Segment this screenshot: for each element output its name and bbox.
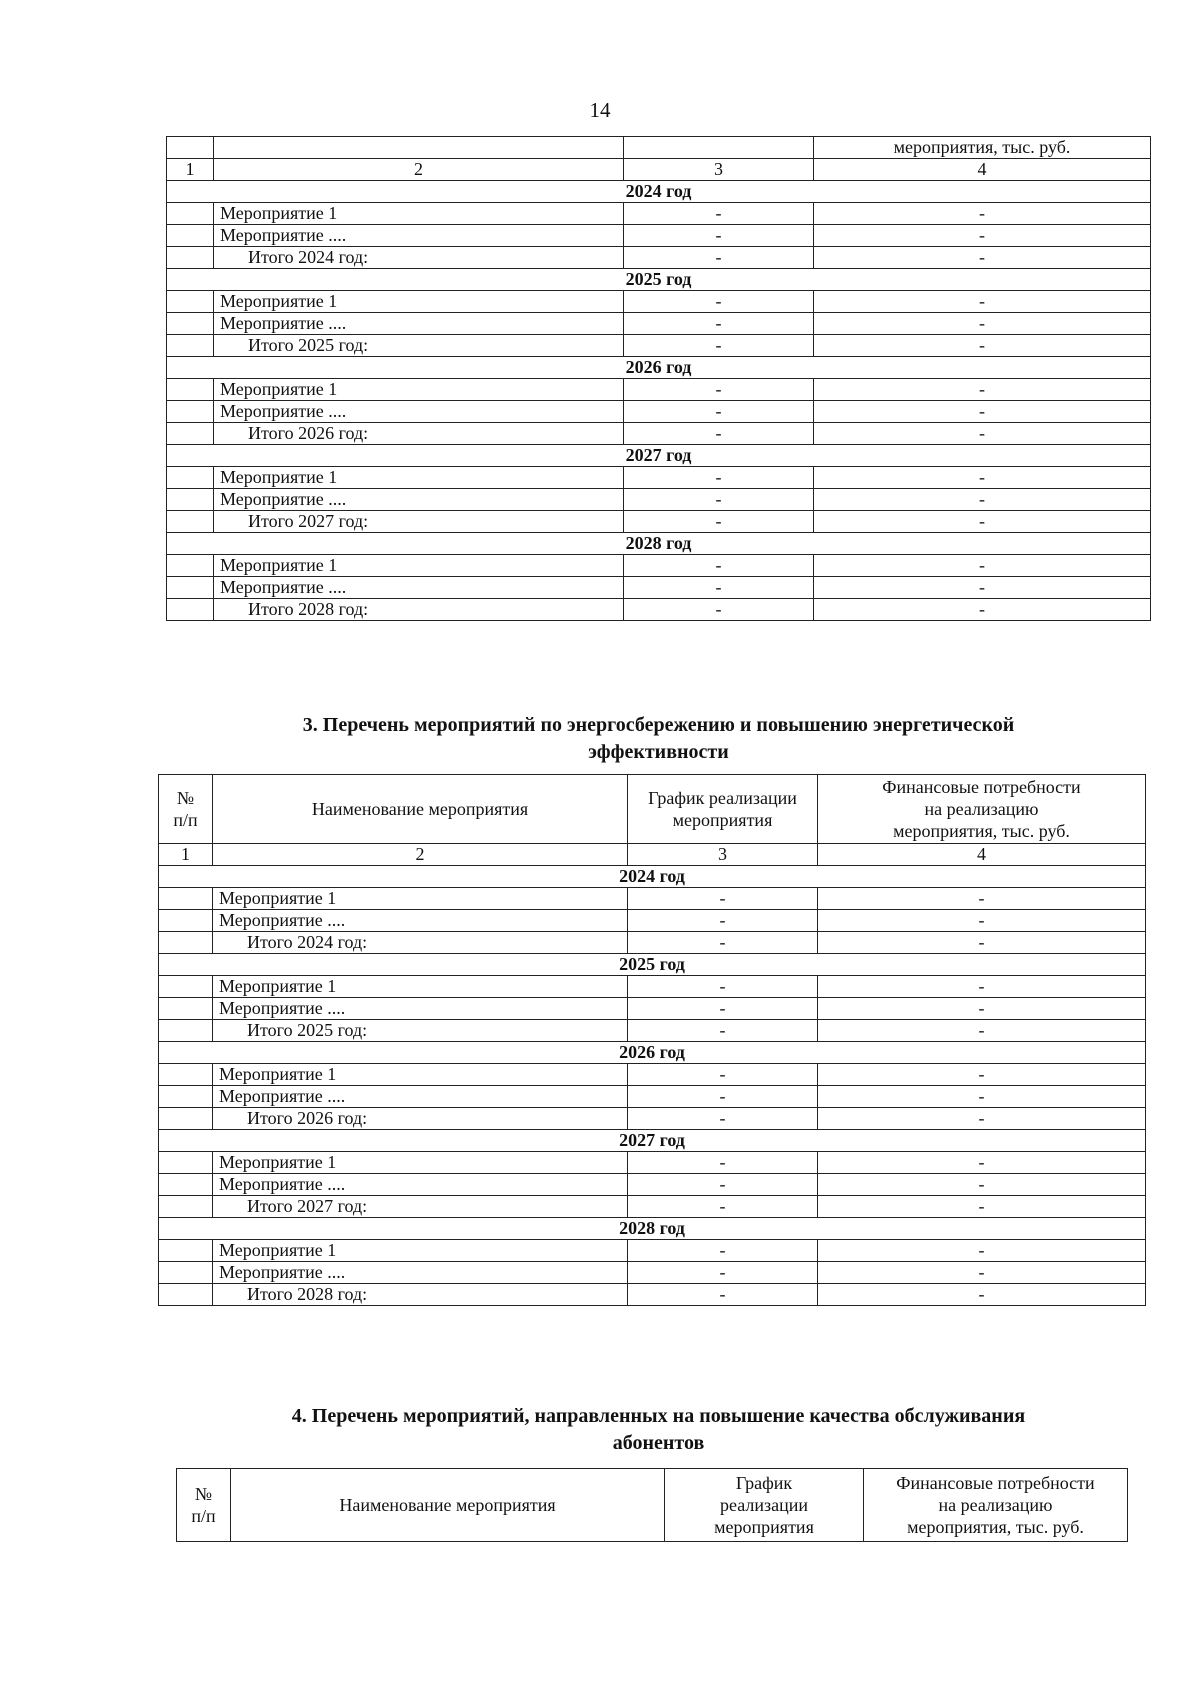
measure-name: Мероприятие ....	[214, 577, 624, 599]
year-heading: 2026 год	[167, 357, 1151, 379]
total-row	[167, 511, 1151, 533]
measure-name: Мероприятие 1	[213, 888, 628, 910]
column-number: 1	[167, 159, 214, 181]
measure-name: Мероприятие 1	[213, 1064, 628, 1086]
year-heading: 2028 год	[167, 533, 1151, 555]
row-number-cell	[159, 1020, 213, 1042]
year-heading: 2026 год	[159, 1042, 1146, 1064]
total-row	[167, 599, 1151, 621]
table-row	[159, 1086, 1146, 1108]
year-row	[159, 1130, 1146, 1152]
table-row	[167, 313, 1151, 335]
year-heading: 2027 год	[167, 445, 1151, 467]
total-label: Итого 2028 год:	[213, 1284, 628, 1306]
finance-value: -	[818, 1284, 1146, 1306]
row-number-cell	[167, 467, 214, 489]
schedule-value: -	[628, 998, 818, 1020]
schedule-value: -	[628, 1152, 818, 1174]
section-4-title	[166, 1403, 1151, 1457]
row-number-cell	[159, 1240, 213, 1262]
total-row	[159, 1108, 1146, 1130]
header-num	[177, 1469, 231, 1542]
finance-value: -	[814, 203, 1151, 225]
column-number: 2	[214, 159, 624, 181]
header-num-line: №	[176, 788, 195, 808]
table-row	[159, 976, 1146, 998]
year-heading: 2028 год	[159, 1218, 1146, 1240]
schedule-value: -	[628, 1262, 818, 1284]
measure-name: Мероприятие 1	[214, 555, 624, 577]
header-cell	[167, 137, 214, 159]
row-number-cell	[167, 401, 214, 423]
column-number-row	[159, 844, 1146, 866]
header-num-line: №	[194, 1484, 213, 1504]
finance-value: -	[818, 1108, 1146, 1130]
row-number-cell	[159, 1086, 213, 1108]
total-row	[159, 1196, 1146, 1218]
year-row	[167, 181, 1151, 203]
finance-value: -	[814, 555, 1151, 577]
schedule-value: -	[624, 313, 814, 335]
schedule-value: -	[624, 247, 814, 269]
table-row	[159, 888, 1146, 910]
row-number-cell	[167, 313, 214, 335]
year-heading: 2024 год	[159, 866, 1146, 888]
row-number-cell	[159, 1196, 213, 1218]
header-finance-line: Финансовые потребности	[882, 777, 1081, 797]
measure-name: Мероприятие 1	[213, 1152, 628, 1174]
year-row	[159, 866, 1146, 888]
row-number-cell	[159, 1152, 213, 1174]
finance-value: -	[818, 1152, 1146, 1174]
total-label: Итого 2026 год:	[213, 1108, 628, 1130]
header-finance	[818, 775, 1146, 844]
table-row	[159, 1240, 1146, 1262]
table-row	[159, 910, 1146, 932]
year-heading: 2027 год	[159, 1130, 1146, 1152]
measure-name: Мероприятие 1	[214, 467, 624, 489]
finance-value: -	[818, 1086, 1146, 1108]
row-number-cell	[167, 335, 214, 357]
schedule-value: -	[628, 1196, 818, 1218]
total-label: Итого 2024 год:	[214, 247, 624, 269]
header-schedule-line: График реализации	[648, 788, 797, 808]
table-row	[167, 225, 1151, 247]
total-label: Итого 2027 год:	[214, 511, 624, 533]
header-num-line: п/п	[191, 1506, 216, 1526]
year-heading: 2025 год	[159, 954, 1146, 976]
measure-name: Мероприятие ....	[213, 910, 628, 932]
finance-value: -	[814, 467, 1151, 489]
table-energy-saving	[158, 774, 1146, 1306]
total-label: Итого 2025 год:	[214, 335, 624, 357]
table-row	[167, 577, 1151, 599]
finance-value: -	[818, 1262, 1146, 1284]
year-row	[159, 1042, 1146, 1064]
schedule-value: -	[628, 1108, 818, 1130]
header-name: Наименование мероприятия	[213, 775, 628, 844]
header-finance-line: на реализацию	[938, 1495, 1053, 1515]
column-number: 2	[213, 844, 628, 866]
header-cell	[214, 137, 624, 159]
section-4-title-line1: 4. Перечень мероприятий, направленных на повышение качества обслуживания	[291, 1405, 1026, 1427]
header-finance-line: Финансовые потребности	[896, 1473, 1095, 1493]
finance-value: -	[814, 599, 1151, 621]
finance-value: -	[818, 1064, 1146, 1086]
finance-value: -	[814, 313, 1151, 335]
schedule-value: -	[628, 1240, 818, 1262]
header-finance	[864, 1469, 1128, 1542]
header-num-line: п/п	[173, 810, 198, 830]
schedule-value: -	[624, 467, 814, 489]
schedule-value: -	[628, 1086, 818, 1108]
schedule-value: -	[624, 225, 814, 247]
finance-value: -	[814, 577, 1151, 599]
header-finance-line: мероприятия, тыс. руб.	[907, 1517, 1084, 1537]
year-row	[159, 954, 1146, 976]
measure-name: Мероприятие ....	[214, 401, 624, 423]
total-row	[167, 247, 1151, 269]
total-row	[159, 1020, 1146, 1042]
header-finance-line: на реализацию	[924, 799, 1039, 819]
total-label: Итого 2027 год:	[213, 1196, 628, 1218]
finance-value: -	[814, 335, 1151, 357]
table-header-row	[159, 775, 1146, 844]
schedule-value: -	[624, 291, 814, 313]
total-row	[159, 932, 1146, 954]
total-label: Итого 2028 год:	[214, 599, 624, 621]
measure-name: Мероприятие ....	[213, 998, 628, 1020]
year-row	[159, 1218, 1146, 1240]
finance-value: -	[818, 1020, 1146, 1042]
row-number-cell	[167, 423, 214, 445]
total-label: Итого 2026 год:	[214, 423, 624, 445]
schedule-value: -	[624, 335, 814, 357]
table-row	[159, 1064, 1146, 1086]
table-row	[167, 401, 1151, 423]
row-number-cell	[159, 1064, 213, 1086]
schedule-value: -	[624, 379, 814, 401]
measure-name: Мероприятие ....	[214, 313, 624, 335]
column-number-row	[167, 159, 1151, 181]
schedule-value: -	[624, 511, 814, 533]
row-number-cell	[159, 998, 213, 1020]
table-service-quality-body	[177, 1469, 1128, 1542]
measure-name: Мероприятие 1	[214, 203, 624, 225]
row-number-cell	[159, 1108, 213, 1130]
finance-value: -	[814, 423, 1151, 445]
measure-name: Мероприятие ....	[213, 1086, 628, 1108]
row-number-cell	[159, 932, 213, 954]
table-row	[167, 555, 1151, 577]
row-number-cell	[159, 976, 213, 998]
section-3-title	[166, 712, 1151, 766]
year-row	[167, 445, 1151, 467]
section-3-title-line2: эффективности	[588, 741, 729, 763]
schedule-value: -	[628, 1284, 818, 1306]
header-schedule-line: мероприятия	[714, 1517, 814, 1537]
measure-name: Мероприятие ....	[213, 1262, 628, 1284]
row-number-cell	[159, 1284, 213, 1306]
finance-value: -	[818, 1174, 1146, 1196]
measure-name: Мероприятие ....	[213, 1174, 628, 1196]
measure-name: Мероприятие 1	[214, 291, 624, 313]
finance-value: -	[814, 401, 1151, 423]
finance-value: -	[818, 1196, 1146, 1218]
measure-name: Мероприятие ....	[214, 225, 624, 247]
finance-value: -	[814, 225, 1151, 247]
schedule-value: -	[628, 976, 818, 998]
row-number-cell	[167, 247, 214, 269]
finance-value: -	[818, 1240, 1146, 1262]
row-number-cell	[167, 379, 214, 401]
table-header-row	[167, 137, 1151, 159]
finance-value: -	[814, 379, 1151, 401]
measure-name: Мероприятие 1	[213, 976, 628, 998]
header-name: Наименование мероприятия	[231, 1469, 665, 1542]
header-schedule-line: мероприятия	[672, 810, 773, 830]
column-number: 4	[818, 844, 1146, 866]
table-row	[167, 467, 1151, 489]
table-service-quality	[176, 1468, 1128, 1542]
table-header-row	[177, 1469, 1128, 1542]
year-heading: 2024 год	[167, 181, 1151, 203]
table-energy-saving-body	[159, 775, 1146, 1306]
schedule-value: -	[628, 1174, 818, 1196]
row-number-cell	[159, 888, 213, 910]
finance-value: -	[818, 976, 1146, 998]
schedule-value: -	[624, 401, 814, 423]
table-row	[167, 489, 1151, 511]
schedule-value: -	[624, 489, 814, 511]
row-number-cell	[159, 910, 213, 932]
row-number-cell	[167, 225, 214, 247]
table-row	[167, 291, 1151, 313]
header-schedule	[665, 1469, 864, 1542]
row-number-cell	[167, 599, 214, 621]
finance-value: -	[818, 888, 1146, 910]
header-cell	[624, 137, 814, 159]
measure-name: Мероприятие 1	[214, 379, 624, 401]
finance-value: -	[814, 247, 1151, 269]
header-schedule	[628, 775, 818, 844]
header-finance-line: мероприятия, тыс. руб.	[893, 821, 1070, 841]
finance-value: -	[814, 291, 1151, 313]
year-row	[167, 269, 1151, 291]
measure-name: Мероприятие ....	[214, 489, 624, 511]
total-row	[167, 423, 1151, 445]
column-number: 3	[628, 844, 818, 866]
table-continuation	[166, 136, 1151, 621]
finance-value: -	[818, 932, 1146, 954]
schedule-value: -	[628, 1064, 818, 1086]
schedule-value: -	[624, 555, 814, 577]
header-num	[159, 775, 213, 844]
finance-value: -	[814, 489, 1151, 511]
row-number-cell	[167, 203, 214, 225]
section-3-title-line1: 3. Перечень мероприятий по энергосбережению и повышению энергетической	[302, 714, 1015, 736]
schedule-value: -	[624, 203, 814, 225]
header-schedule-line: реализации	[720, 1495, 808, 1515]
table-row	[167, 379, 1151, 401]
section-4-title-line2: абонентов	[612, 1432, 705, 1454]
schedule-value: -	[628, 932, 818, 954]
page-number: 14	[589, 98, 611, 122]
row-number-cell	[167, 577, 214, 599]
row-number-cell	[167, 555, 214, 577]
table-row	[159, 1152, 1146, 1174]
year-heading: 2025 год	[167, 269, 1151, 291]
table-row	[167, 203, 1151, 225]
header-schedule-line: График	[735, 1473, 793, 1493]
total-label: Итого 2025 год:	[213, 1020, 628, 1042]
table-continuation-body	[167, 137, 1151, 621]
column-number: 1	[159, 844, 213, 866]
finance-value: -	[818, 998, 1146, 1020]
column-number: 4	[814, 159, 1151, 181]
schedule-value: -	[624, 599, 814, 621]
row-number-cell	[167, 511, 214, 533]
column-number: 3	[624, 159, 814, 181]
year-row	[167, 533, 1151, 555]
row-number-cell	[167, 291, 214, 313]
row-number-cell	[159, 1174, 213, 1196]
finance-value: -	[818, 910, 1146, 932]
total-row	[159, 1284, 1146, 1306]
schedule-value: -	[628, 1020, 818, 1042]
table-row	[159, 998, 1146, 1020]
total-label: Итого 2024 год:	[213, 932, 628, 954]
year-row	[167, 357, 1151, 379]
total-row	[167, 335, 1151, 357]
row-number-cell	[159, 1262, 213, 1284]
row-number-cell	[167, 489, 214, 511]
table-row	[159, 1174, 1146, 1196]
measure-name: Мероприятие 1	[213, 1240, 628, 1262]
schedule-value: -	[624, 577, 814, 599]
table-row	[159, 1262, 1146, 1284]
schedule-value: -	[628, 888, 818, 910]
schedule-value: -	[628, 910, 818, 932]
header-cell-finance: мероприятия, тыс. руб.	[814, 137, 1151, 159]
schedule-value: -	[624, 423, 814, 445]
finance-value: -	[814, 511, 1151, 533]
